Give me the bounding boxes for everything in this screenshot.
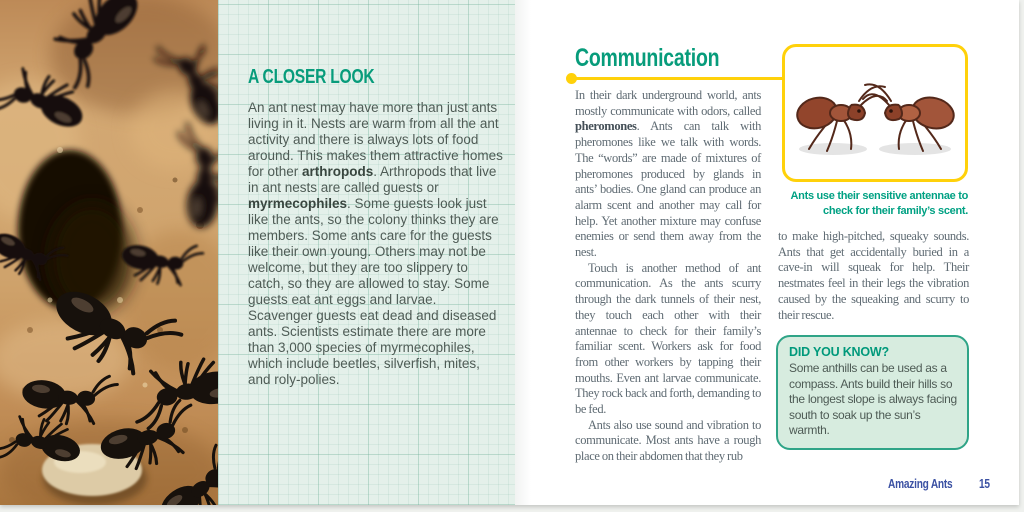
closer-look-heading: A CLOSER LOOK — [248, 66, 375, 88]
yellow-connector-line — [571, 77, 784, 80]
paragraph: Ants also use sound and vibration to communicate. Most ants have a rough place on their abdomen that they rub — [575, 417, 761, 464]
closer-look-panel — [218, 0, 515, 505]
ant-photo — [0, 0, 218, 505]
text-column-1 — [575, 88, 761, 465]
book-title: Amazing Ants — [887, 476, 952, 491]
did-you-know-box — [776, 335, 969, 450]
bold-term-myrmecophiles: myrmecophiles — [248, 196, 348, 211]
paragraph: Touch is another method of ant communication. As the ants scurry through the dark tunnels of their nest, they touch each other with their antennae to check for their family’s familiar scent. Workers ask for food from other workers by tapping their mouths. Even ant larvae communicate. They rock back and forth, demanding to be fed. — [575, 260, 761, 417]
ant-illustration-frame — [782, 44, 968, 182]
text-column-2 — [778, 229, 969, 323]
did-you-know-heading: DID YOU KNOW? — [789, 345, 889, 359]
paragraph: to make high-pitched, squeaky sounds. Ants that get accidentally buried in a cave-in will squeak for help. Their nestmates feel in their legs the vibration caused by the squeaking and scurry to their rescue. — [778, 229, 969, 322]
closer-look-text: An ant nest may have more than just ants living in it. Nests are warm from all the ant activity and there is always lots of food around. This makes them attractive homes for other arthropods. Arthropods that live in ant nests are called guests or myrmecophiles. Some guests look just like the ants, so the colony thinks they are members. Some ants care for the guests like their own young. Others may not be welcome, but they are too slippery to catch, so they are allowed to stay. Some guests eat ant eggs and larvae. Scavenger guests eat dead and diseased ants. Scientists estimate there are more than 3,000 species of myrmecophiles, which include beetles, silverfish, mites, and roly-polies. — [248, 100, 503, 387]
did-you-know-text: Some anthills can be used as a compass. Ants build their hills so the longest slope is always facing south to soak up the sun’s warmth. — [789, 361, 957, 437]
page-footer — [888, 476, 993, 491]
page-title: Communication — [575, 44, 720, 72]
two-ants-illustration — [791, 61, 959, 167]
figure-caption: Ants use their sensitive antennae to check for their family’s scent. — [790, 190, 968, 217]
ant-photo-art — [0, 0, 218, 505]
bold-term-pheromones: pheromones — [575, 119, 637, 134]
communication-page — [515, 0, 1019, 505]
bold-term-arthropods: arthropods — [302, 164, 374, 179]
page-number: 15 — [979, 476, 990, 491]
paragraph: In their dark underground world, ants mostly communicate with odors, called pheromones. Ants can talk with pheromones like we talk with words. The “words” are made of mixtures of pheromones produced by glands in ants’ bodies. One gland can produce an alarm scent and another may call for help. Yet another mixture may confuse enemies or send them away from the nest. — [575, 88, 761, 260]
